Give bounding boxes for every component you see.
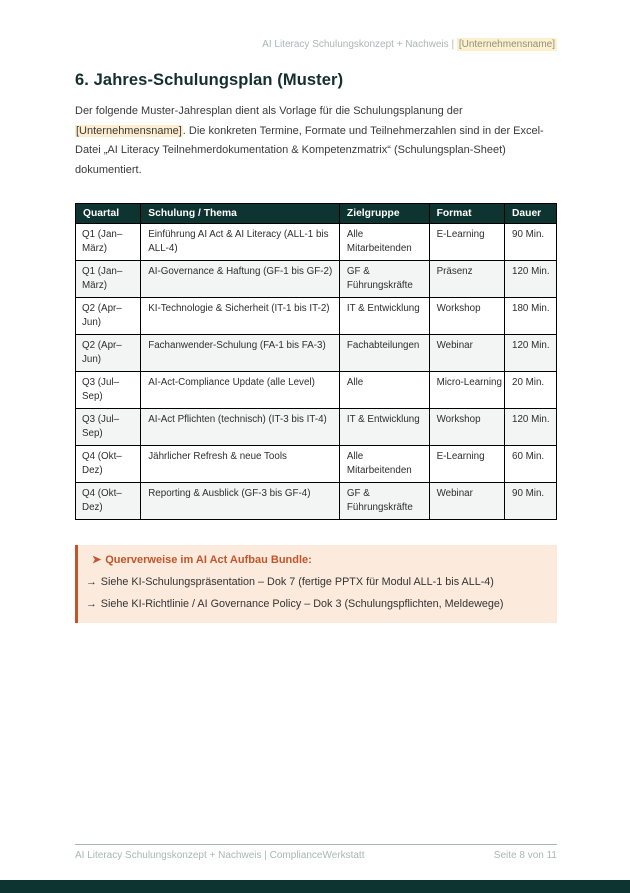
col-header-quartal: Quartal [76, 204, 141, 224]
col-header-format: Format [429, 204, 504, 224]
cell-thema: Fachanwender-Schulung (FA-1 bis FA-3) [141, 335, 340, 372]
cell-zielgruppe: Alle Mitarbeitenden [339, 224, 429, 261]
footer-left-text: AI Literacy Schulungskonzept + Nachweis | ComplianceWerkstatt [75, 850, 365, 861]
footer-page-number: Seite 8 von 11 [493, 850, 557, 861]
cell-zielgruppe: GF & Führungskräfte [339, 261, 429, 298]
cell-quartal: Q1 (Jan–März) [76, 261, 141, 298]
cell-quartal: Q4 (Okt–Dez) [76, 483, 141, 520]
callout-item [86, 597, 547, 612]
cell-zielgruppe: Fachabteilungen [339, 335, 429, 372]
cell-dauer: 180 Min. [505, 298, 557, 335]
intro-text-after: . Die konkreten Termine, Formate und Teilnehmerzahlen sind in der Excel-Datei „AI Literacy Teilnehmerdokumentation & Kompetenzmatrix“ (Schulungsplan-Sheet) dokumentiert. [75, 124, 544, 176]
table-row [76, 483, 557, 520]
table-row [76, 372, 557, 409]
table-row [76, 261, 557, 298]
running-header [75, 37, 557, 53]
cell-quartal: Q1 (Jan–März) [76, 224, 141, 261]
footer-divider [75, 844, 557, 845]
cell-thema: AI-Act-Compliance Update (alle Level) [141, 372, 340, 409]
col-header-zielgruppe: Zielgruppe [339, 204, 429, 224]
callout-title-text: Querverweise im AI Act Aufbau Bundle: [105, 554, 312, 566]
cell-format: E-Learning [429, 446, 504, 483]
right-arrow-icon: → [86, 598, 97, 610]
cell-quartal: Q2 (Apr–Jun) [76, 298, 141, 335]
cell-format: Webinar [429, 335, 504, 372]
page-accent-bar [0, 880, 630, 893]
table-row [76, 446, 557, 483]
arrowhead-icon: ➤ [92, 554, 102, 566]
col-header-thema: Schulung / Thema [141, 204, 340, 224]
cell-format: Webinar [429, 483, 504, 520]
cell-zielgruppe: IT & Entwicklung [339, 409, 429, 446]
cross-reference-callout [75, 545, 557, 623]
page-title: 6. Jahres-Schulungsplan (Muster) [75, 71, 344, 89]
cell-thema: Einführung AI Act & AI Literacy (ALL-1 bis ALL-4) [141, 224, 340, 261]
cell-zielgruppe: IT & Entwicklung [339, 298, 429, 335]
cell-thema: AI-Governance & Haftung (GF-1 bis GF-2) [141, 261, 340, 298]
cell-format: Micro-Learning [429, 372, 504, 409]
cell-dauer: 120 Min. [505, 409, 557, 446]
cell-dauer: 120 Min. [505, 261, 557, 298]
running-header-title: AI Literacy Schulungskonzept + Nachweis | [262, 39, 457, 50]
cell-quartal: Q3 (Jul–Sep) [76, 372, 141, 409]
intro-paragraph [75, 102, 559, 180]
cell-quartal: Q3 (Jul–Sep) [76, 409, 141, 446]
cell-format: E-Learning [429, 224, 504, 261]
cell-zielgruppe: Alle [339, 372, 429, 409]
right-arrow-icon: → [86, 576, 97, 588]
callout-title [92, 553, 547, 568]
cell-format: Workshop [429, 298, 504, 335]
cell-dauer: 90 Min. [505, 483, 557, 520]
page-footer [75, 849, 557, 863]
callout-item-text: Siehe KI-Richtlinie / AI Governance Policy – Dok 3 (Schulungspflichten, Meldewege) [100, 598, 504, 610]
intro-company-placeholder: [Unternehmensname] [76, 124, 182, 137]
cell-quartal: Q2 (Apr–Jun) [76, 335, 141, 372]
training-plan-table [75, 203, 557, 520]
cell-thema: AI-Act Pflichten (technisch) (IT-3 bis IT-4) [141, 409, 340, 446]
cell-quartal: Q4 (Okt–Dez) [76, 446, 141, 483]
cell-zielgruppe: Alle Mitarbeitenden [339, 446, 429, 483]
cell-zielgruppe: GF & Führungskräfte [339, 483, 429, 520]
cell-format: Workshop [429, 409, 504, 446]
cell-dauer: 90 Min. [505, 224, 557, 261]
table-row [76, 298, 557, 335]
table-header-row [76, 204, 557, 224]
table-row [76, 335, 557, 372]
col-header-dauer: Dauer [505, 204, 557, 224]
cell-thema: KI-Technologie & Sicherheit (IT-1 bis IT-2) [141, 298, 340, 335]
cell-thema: Jährlicher Refresh & neue Tools [141, 446, 340, 483]
table-row [76, 224, 557, 261]
cell-dauer: 60 Min. [505, 446, 557, 483]
intro-text-before: Der folgende Muster-Jahresplan dient als Vorlage für die Schulungsplanung der [75, 105, 463, 117]
cell-thema: Reporting & Ausblick (GF-3 bis GF-4) [141, 483, 340, 520]
table-row [76, 409, 557, 446]
cell-dauer: 120 Min. [505, 335, 557, 372]
callout-item [86, 575, 547, 590]
company-name-placeholder: [Unternehmensname] [458, 39, 555, 50]
cell-dauer: 20 Min. [505, 372, 557, 409]
callout-item-text: Siehe KI-Schulungspräsentation – Dok 7 (fertige PPTX für Modul ALL-1 bis ALL-4) [100, 576, 494, 588]
cell-format: Präsenz [429, 261, 504, 298]
